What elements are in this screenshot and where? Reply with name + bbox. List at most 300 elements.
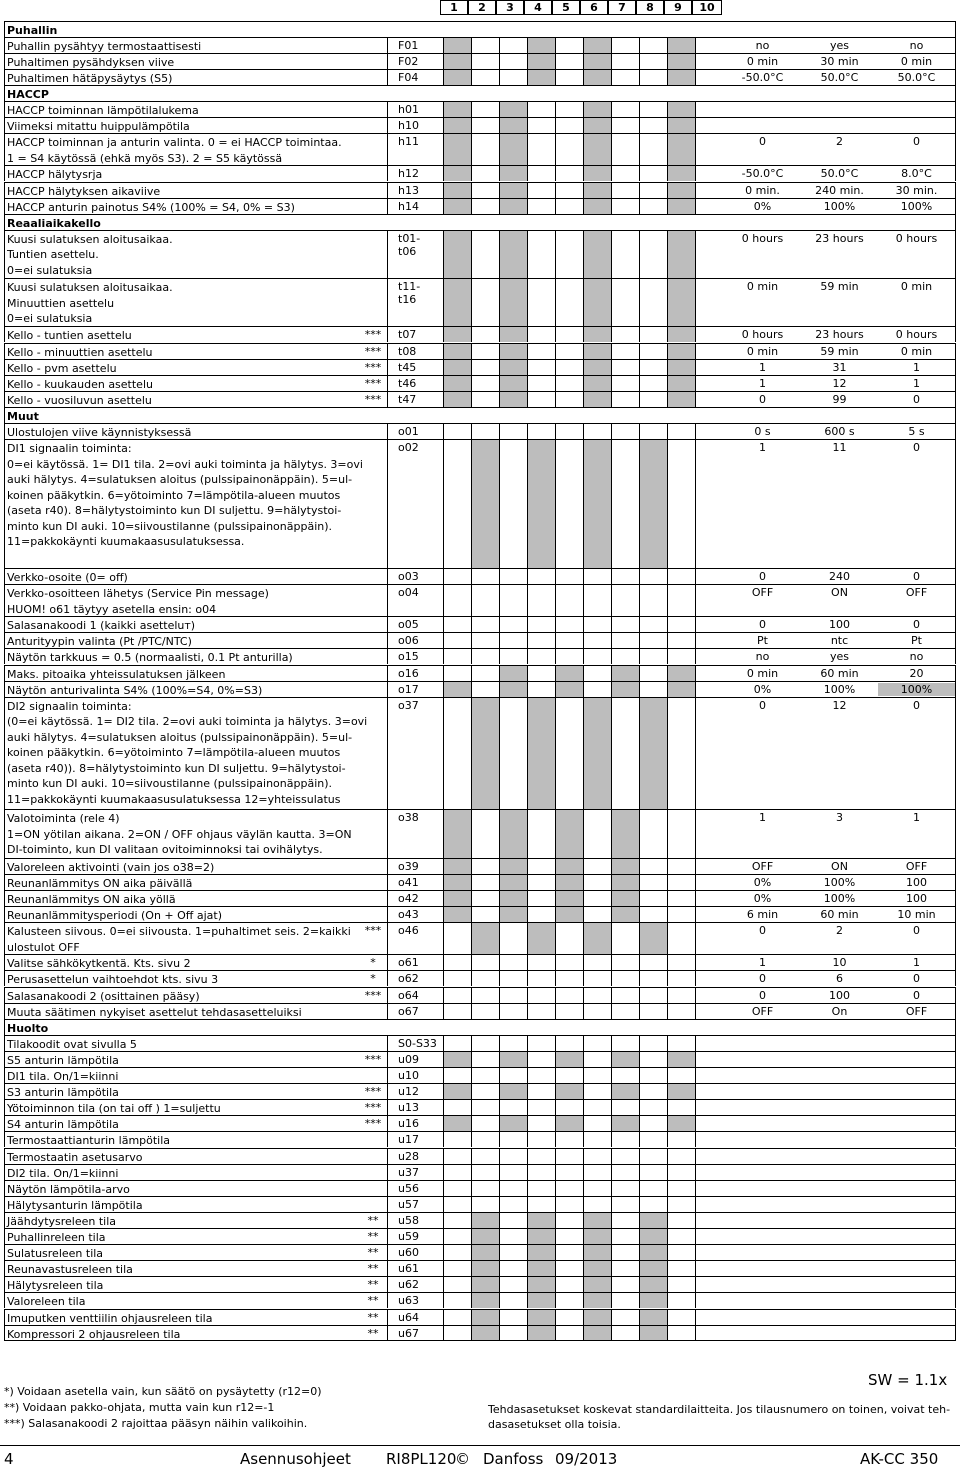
setting-grid-cell	[640, 376, 668, 391]
parameter-code: o15	[398, 650, 419, 664]
setting-grid-cell	[668, 585, 696, 616]
setting-grid-cell	[472, 698, 500, 810]
setting-grid-cell	[444, 183, 472, 198]
value-max: 31	[832, 360, 847, 374]
value-cells	[724, 875, 956, 890]
setting-grid-cell	[500, 810, 528, 857]
table-row	[4, 278, 956, 326]
setting-grid-cell	[668, 360, 696, 375]
access-mark: *	[370, 956, 376, 970]
software-version: SW = 1.1x	[868, 1371, 948, 1389]
setting-grid-cell	[668, 1084, 696, 1099]
setting-grid-cell	[528, 955, 556, 970]
setting-grid-cell	[444, 1068, 472, 1083]
setting-grid-cell	[500, 199, 528, 214]
setting-grid-cell	[444, 666, 472, 681]
value-min: Pt	[757, 634, 768, 648]
setting-grid-cell	[612, 859, 640, 874]
setting-grid-cell	[612, 1165, 640, 1180]
value-factory: 0	[913, 135, 920, 149]
parameter-label: Näytön tarkkuus = 0.5 (normaalisti, 0.1 Pt anturilla)	[4, 649, 388, 664]
setting-grid-cell	[472, 617, 500, 632]
value-min: 1	[759, 956, 766, 970]
parameter-label: Puhallin pysähtyy termostaattisesti	[4, 38, 388, 53]
parameter-label: Näytön anturivalinta S4% (100%=S4, 0%=S3)	[4, 682, 388, 697]
setting-grid-cell	[472, 38, 500, 53]
setting-grid-cell	[444, 134, 472, 165]
setting-grid-cell	[528, 102, 556, 117]
setting-grid-cell	[584, 810, 612, 857]
table-row	[4, 568, 956, 584]
setting-grid-cell	[500, 392, 528, 407]
setting-grid-cell	[444, 698, 472, 810]
setting-grid-cell	[472, 1261, 500, 1276]
value-min: 0	[759, 924, 766, 938]
column-header-cell: 10	[692, 0, 722, 15]
setting-grid-cell	[472, 1100, 500, 1115]
setting-grid-cell	[444, 1165, 472, 1180]
parameter-code: t47	[398, 392, 417, 406]
parameter-label: Jäähdytysreleen tila	[4, 1213, 388, 1228]
parameter-code: o42	[398, 891, 419, 905]
value-cells	[724, 1165, 956, 1180]
value-factory: 0 min	[900, 280, 933, 294]
setting-grid-cell	[612, 1293, 640, 1308]
setting-grid-cell	[500, 166, 528, 181]
setting-grid-cell	[584, 859, 612, 874]
setting-grid-cell	[472, 360, 500, 375]
setting-grid-cell	[668, 1004, 696, 1019]
setting-grid-cell	[528, 1100, 556, 1115]
parameter-label: Reunanlämmitys ON aika yöllä	[4, 891, 388, 906]
table-row	[4, 1148, 956, 1164]
setting-grid-cell	[500, 360, 528, 375]
setting-grid-cell	[528, 424, 556, 439]
parameter-label: Valotoiminta (rele 4) 1=ON yötilan aikana. 2=ON / OFF ohjaus väylän kautta. 3=ON DI-toiminto, kun DI valitaan ovitoiminnoksi tai ovihälytys.	[4, 810, 388, 857]
setting-grid-cell	[444, 1261, 472, 1276]
value-max: 100%	[823, 875, 856, 889]
setting-grid-cell	[640, 907, 668, 922]
section-header	[4, 214, 956, 230]
value-cells	[724, 907, 956, 922]
parameter-label: Yötoiminnon tila (on tai off ) 1=suljettu	[4, 1100, 388, 1115]
value-max: 6	[836, 972, 843, 986]
value-min: OFF	[751, 1004, 774, 1018]
setting-grid-cell	[640, 166, 668, 181]
setting-grid-cell	[444, 1181, 472, 1196]
setting-grid-cell	[584, 70, 612, 85]
parameter-code: u17	[398, 1133, 419, 1147]
value-factory: 0	[913, 441, 920, 455]
setting-grid-cell	[668, 1310, 696, 1325]
setting-grid-cell	[500, 440, 528, 568]
value-min: 0%	[753, 875, 772, 889]
setting-grid-cell	[528, 199, 556, 214]
setting-grid-cell	[612, 279, 640, 326]
parameter-code: u62	[398, 1278, 419, 1292]
setting-grid-cell	[668, 1068, 696, 1083]
setting-grid-cell	[584, 440, 612, 568]
setting-grid-cell	[612, 907, 640, 922]
setting-grid-cell	[500, 666, 528, 681]
value-factory: 0	[913, 569, 920, 583]
setting-grid-cell	[444, 440, 472, 568]
parameter-code: t11-t16	[398, 280, 421, 307]
setting-grid-cell	[640, 344, 668, 359]
parameter-code: u58	[398, 1213, 419, 1227]
setting-grid-cell	[500, 1261, 528, 1276]
table-row	[4, 69, 956, 85]
setting-grid-cell	[668, 682, 696, 697]
setting-grid-cell	[472, 1052, 500, 1067]
value-max: ON	[831, 859, 848, 873]
section-title: Huolto	[4, 1020, 956, 1035]
setting-grid-cell	[612, 810, 640, 857]
column-header-cell: 1	[440, 0, 468, 15]
doc-code: RI8PL120	[386, 1450, 457, 1468]
setting-grid-cell	[612, 1052, 640, 1067]
setting-grid-cell	[528, 1277, 556, 1292]
value-min: 0 hours	[741, 231, 784, 245]
table-row	[4, 906, 956, 922]
table-row	[4, 987, 956, 1003]
parameter-label: Kello - vuosiluvun asettelu	[4, 392, 388, 407]
value-cells	[724, 134, 956, 165]
parameter-label: Hälytysanturin lämpötila	[4, 1197, 388, 1212]
setting-grid-cell	[584, 118, 612, 133]
setting-grid-cell	[472, 666, 500, 681]
setting-grid-cell	[584, 279, 612, 326]
setting-grid-cell	[528, 585, 556, 616]
setting-grid-cell	[612, 875, 640, 890]
setting-grid-cell	[500, 923, 528, 954]
setting-grid-cell	[472, 166, 500, 181]
setting-grid-cell	[612, 440, 640, 568]
setting-grid-cell	[640, 633, 668, 648]
column-header-cell: 6	[580, 0, 608, 15]
setting-grid-cell	[472, 1245, 500, 1260]
setting-grid-cell	[668, 166, 696, 181]
setting-grid-cell	[612, 134, 640, 165]
setting-grid-cell	[612, 633, 640, 648]
setting-grid-cell	[556, 376, 584, 391]
setting-grid-cell	[444, 70, 472, 85]
table-row	[4, 858, 956, 874]
setting-grid-cell	[640, 1181, 668, 1196]
setting-grid-cell	[640, 988, 668, 1003]
setting-grid-cell	[640, 1261, 668, 1276]
setting-grid-cell	[668, 231, 696, 278]
setting-grid-cell	[528, 1293, 556, 1308]
value-cells	[724, 649, 956, 664]
value-min: 0%	[753, 682, 772, 696]
setting-grid-cell	[556, 875, 584, 890]
setting-grid-cell	[584, 166, 612, 181]
parameter-code: o06	[398, 634, 419, 648]
value-min: -50.0°C	[741, 167, 784, 181]
setting-grid-cell	[556, 183, 584, 198]
setting-grid-cell	[640, 54, 668, 69]
setting-grid-cell	[444, 859, 472, 874]
value-min: 0	[759, 618, 766, 632]
value-max: On	[831, 1004, 848, 1018]
value-cells	[724, 1052, 956, 1067]
value-min: 0 min	[746, 280, 779, 294]
setting-grid-cell	[612, 183, 640, 198]
value-max: 99	[832, 392, 847, 406]
access-mark: ***	[364, 344, 382, 358]
setting-grid-cell	[500, 1149, 528, 1164]
setting-grid-cell	[668, 617, 696, 632]
setting-grid-cell	[640, 1004, 668, 1019]
parameter-label: Tilakoodit ovat sivulla 5	[4, 1036, 388, 1051]
setting-grid-cell	[500, 1052, 528, 1067]
setting-grid-cell	[528, 698, 556, 810]
value-cells	[724, 1326, 956, 1340]
value-max: 2	[836, 135, 843, 149]
value-min: 6 min	[746, 908, 779, 921]
parameter-label: HACCP anturin painotus S4% (100% = S4, 0% = S3)	[4, 199, 388, 214]
parameter-label: DI2 tila. On/1=kiinni	[4, 1165, 388, 1180]
table-row	[4, 681, 956, 697]
setting-grid-cell	[500, 649, 528, 664]
setting-grid-cell	[584, 569, 612, 584]
parameter-code: o03	[398, 569, 419, 583]
setting-grid-cell	[584, 183, 612, 198]
setting-grid-cell	[584, 1068, 612, 1083]
setting-grid-cell	[668, 424, 696, 439]
setting-grid-cell	[640, 327, 668, 342]
setting-grid-cell	[528, 183, 556, 198]
setting-grid-cell	[472, 424, 500, 439]
setting-grid-cell	[668, 1165, 696, 1180]
setting-grid-cell	[528, 344, 556, 359]
parameter-code: o67	[398, 1004, 419, 1018]
parameter-label: Sulatusreleen tila	[4, 1245, 388, 1260]
parameter-label: S4 anturin lämpötila	[4, 1116, 388, 1131]
setting-grid-cell	[556, 1116, 584, 1131]
column-header-cell: 4	[524, 0, 552, 15]
setting-grid-cell	[640, 70, 668, 85]
setting-grid-cell	[500, 1084, 528, 1099]
value-max: 50.0°C	[820, 167, 859, 181]
table-row	[4, 1131, 956, 1147]
parameter-code: u09	[398, 1052, 419, 1066]
setting-grid-cell	[640, 649, 668, 664]
value-cells	[724, 70, 956, 85]
setting-grid-cell	[556, 1261, 584, 1276]
setting-grid-cell	[612, 102, 640, 117]
setting-grid-cell	[556, 907, 584, 922]
setting-grid-cell	[556, 1245, 584, 1260]
value-max: 60 min	[820, 666, 859, 680]
parameter-code: o38	[398, 811, 419, 825]
parameter-code: u60	[398, 1246, 419, 1260]
setting-grid-cell	[556, 1068, 584, 1083]
parameter-label: S3 anturin lämpötila	[4, 1084, 388, 1099]
value-max: yes	[829, 650, 849, 664]
value-cells	[724, 1004, 956, 1019]
value-cells	[724, 1229, 956, 1244]
setting-grid-cell	[640, 1277, 668, 1292]
setting-grid-cell	[472, 344, 500, 359]
value-cells	[724, 1132, 956, 1147]
setting-grid-cell	[472, 1277, 500, 1292]
brand-name: Danfoss	[483, 1450, 544, 1468]
value-cells	[724, 617, 956, 632]
setting-grid-cell	[640, 102, 668, 117]
column-header-cell: 3	[496, 0, 524, 15]
setting-grid-cell	[500, 907, 528, 922]
value-min: 1	[759, 441, 766, 455]
setting-grid-cell	[500, 1036, 528, 1051]
value-cells	[724, 698, 956, 810]
value-cells	[724, 1036, 956, 1051]
value-cells	[724, 682, 956, 697]
setting-grid-cell	[612, 1068, 640, 1083]
value-cells	[724, 810, 956, 857]
setting-grid-cell	[668, 1116, 696, 1131]
value-max: 100%	[823, 682, 856, 696]
parameter-label: Näytön lämpötila-arvo	[4, 1181, 388, 1196]
value-cells	[724, 118, 956, 133]
setting-grid-cell	[612, 360, 640, 375]
setting-grid-cell	[556, 392, 584, 407]
value-cells	[724, 392, 956, 407]
value-cells	[724, 102, 956, 117]
setting-grid-cell	[556, 360, 584, 375]
access-mark: **	[367, 1262, 379, 1276]
setting-grid-cell	[472, 955, 500, 970]
setting-grid-cell	[584, 424, 612, 439]
value-max: 50.0°C	[820, 70, 859, 84]
setting-grid-cell	[612, 1132, 640, 1147]
setting-grid-cell	[584, 1213, 612, 1228]
value-cells	[724, 1245, 956, 1260]
setting-grid-cell	[472, 102, 500, 117]
setting-grid-cell	[528, 1052, 556, 1067]
setting-grid-cell	[668, 1245, 696, 1260]
setting-grid-cell	[612, 585, 640, 616]
access-mark: ***	[364, 376, 382, 390]
setting-grid-cell	[444, 1052, 472, 1067]
section-header	[4, 21, 956, 37]
setting-grid-cell	[584, 1149, 612, 1164]
setting-grid-cell	[444, 54, 472, 69]
setting-grid-cell	[612, 1084, 640, 1099]
setting-grid-cell	[528, 376, 556, 391]
table-row	[4, 632, 956, 648]
setting-grid-cell	[444, 1326, 472, 1340]
value-min: 0	[759, 972, 766, 986]
value-cells	[724, 1293, 956, 1308]
value-max: 23 hours	[815, 231, 864, 245]
table-row	[4, 230, 956, 278]
access-mark: ***	[364, 360, 382, 374]
setting-grid-cell	[668, 279, 696, 326]
setting-grid-cell	[668, 988, 696, 1003]
setting-grid-cell	[528, 1326, 556, 1340]
access-mark: **	[367, 1310, 379, 1324]
setting-grid-cell	[500, 875, 528, 890]
table-row	[4, 890, 956, 906]
section-title: Muut	[4, 408, 956, 423]
setting-grid-cell	[500, 376, 528, 391]
parameter-code: t08	[398, 344, 417, 358]
value-min: 0 s	[754, 425, 771, 438]
setting-grid-cell	[500, 955, 528, 970]
setting-grid-cell	[584, 1197, 612, 1212]
parameter-label: Reunavastusreleen tila	[4, 1261, 388, 1276]
setting-grid-cell	[668, 70, 696, 85]
setting-grid-cell	[500, 344, 528, 359]
setting-grid-cell	[668, 649, 696, 664]
section-header	[4, 407, 956, 423]
setting-grid-cell	[444, 1036, 472, 1051]
table-row	[4, 970, 956, 986]
setting-grid-cell	[500, 1197, 528, 1212]
setting-grid-cell	[668, 569, 696, 584]
value-cells	[724, 1310, 956, 1325]
parameter-code: u67	[398, 1326, 419, 1340]
setting-grid-cell	[500, 102, 528, 117]
setting-grid-cell	[612, 1213, 640, 1228]
parameter-label: Kompressori 2 ohjausreleen tila	[4, 1326, 388, 1340]
parameter-code: o05	[398, 618, 419, 632]
setting-grid-cell	[528, 971, 556, 986]
setting-grid-cell	[528, 569, 556, 584]
setting-grid-cell	[528, 649, 556, 664]
setting-grid-cell	[612, 1326, 640, 1340]
setting-grid-cell	[500, 183, 528, 198]
value-min: 0	[759, 135, 766, 149]
setting-grid-cell	[612, 376, 640, 391]
setting-grid-cell	[584, 907, 612, 922]
value-factory: OFF	[905, 859, 928, 873]
value-cells	[724, 327, 956, 342]
setting-grid-cell	[472, 1229, 500, 1244]
setting-grid-cell	[584, 955, 612, 970]
setting-grid-cell	[584, 617, 612, 632]
parameter-code: h14	[398, 199, 419, 213]
setting-grid-cell	[668, 1100, 696, 1115]
table-row	[4, 423, 956, 439]
value-factory: 0	[913, 924, 920, 938]
setting-grid-cell	[668, 1213, 696, 1228]
setting-grid-cell	[528, 923, 556, 954]
copyright-symbol: ©	[455, 1450, 470, 1468]
setting-grid-cell	[472, 1036, 500, 1051]
setting-grid-cell	[472, 1181, 500, 1196]
setting-grid-cell	[584, 666, 612, 681]
value-max: yes	[829, 38, 849, 52]
parameter-label: Valoreleen tila	[4, 1293, 388, 1308]
value-cells	[724, 1084, 956, 1099]
setting-grid-cell	[528, 1068, 556, 1083]
setting-grid-cell	[668, 38, 696, 53]
value-cells	[724, 38, 956, 53]
table-row	[4, 697, 956, 810]
setting-grid-cell	[472, 54, 500, 69]
value-factory: OFF	[905, 586, 928, 599]
setting-grid-cell	[528, 1149, 556, 1164]
value-min: 0%	[753, 199, 772, 213]
product-name: AK-CC 350	[860, 1450, 939, 1468]
value-cells	[724, 569, 956, 584]
parameter-code: h01	[398, 103, 419, 116]
setting-grid-cell	[556, 891, 584, 906]
setting-grid-cell	[556, 166, 584, 181]
